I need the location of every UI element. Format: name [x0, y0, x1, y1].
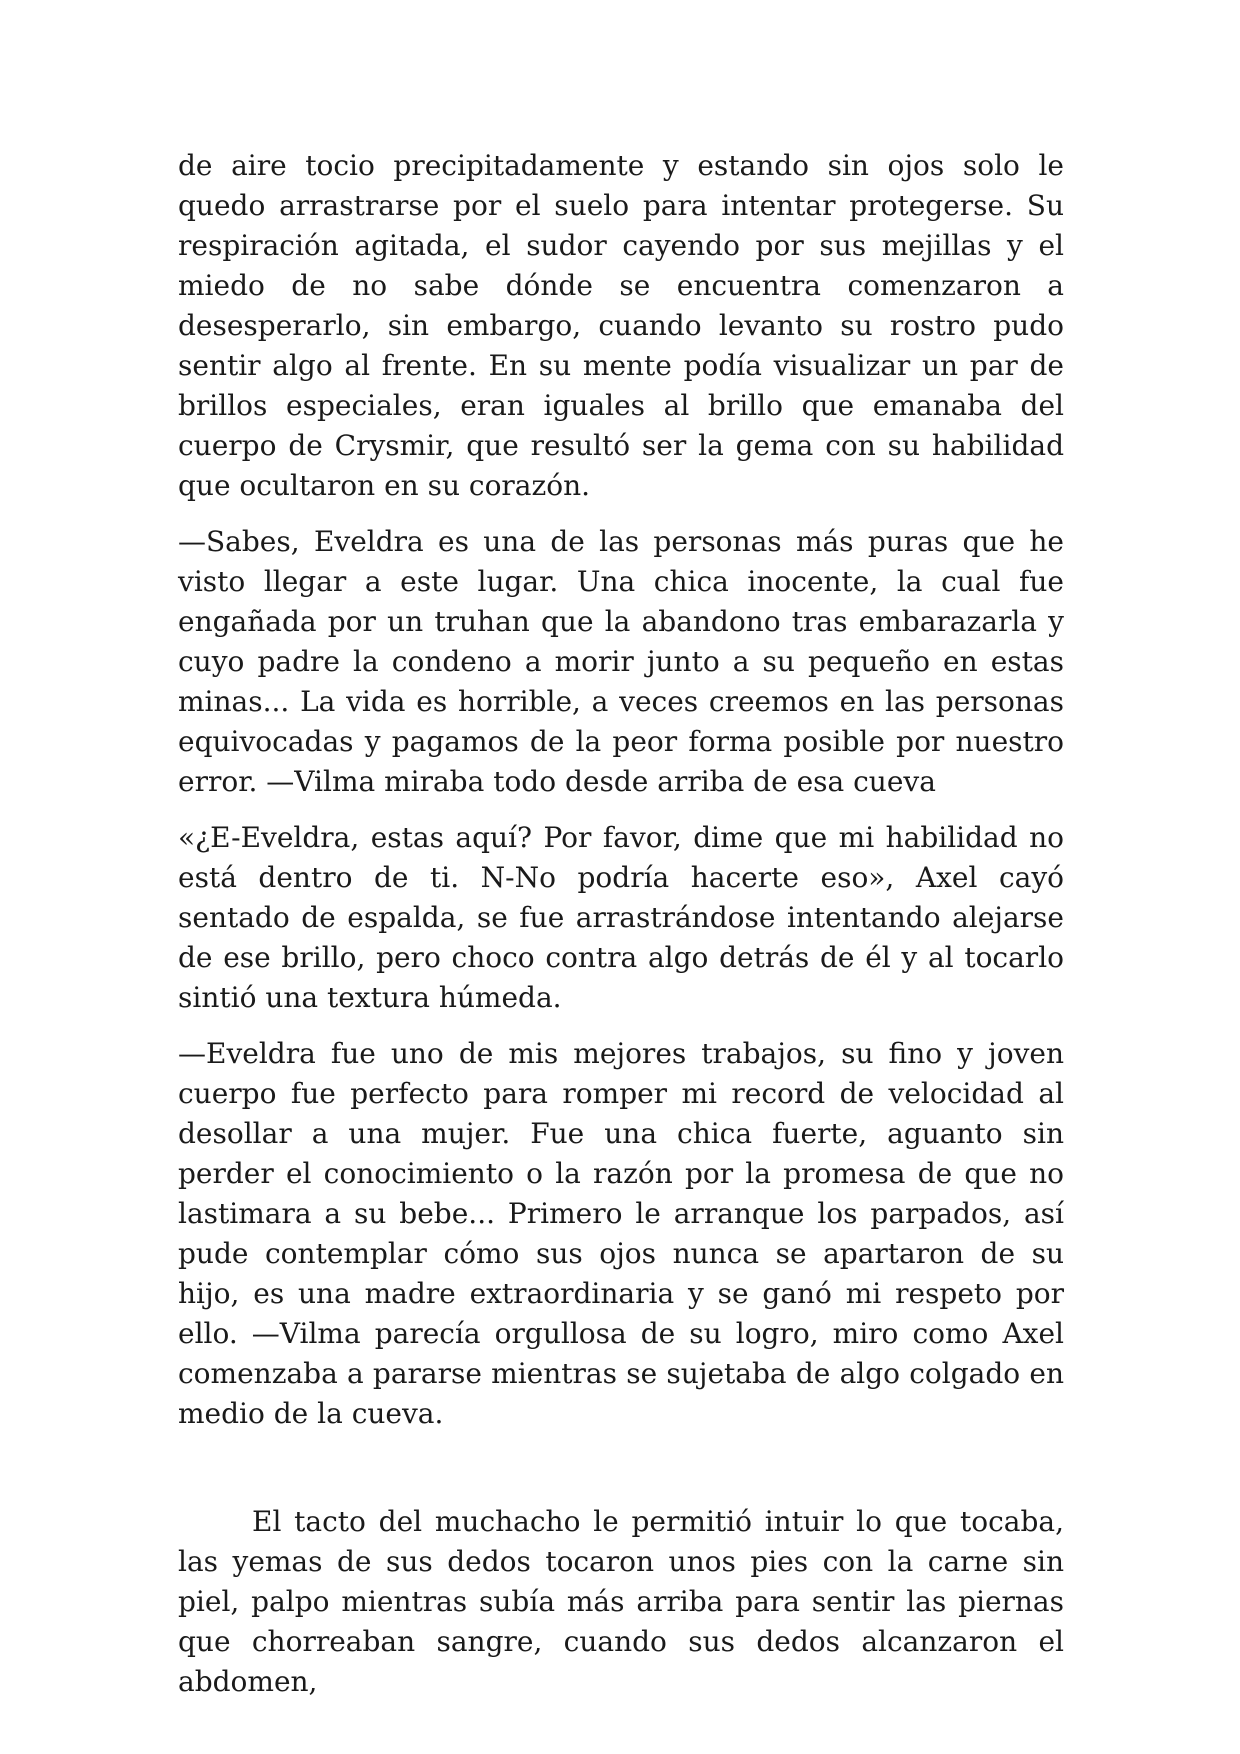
- paragraph-5: El tacto del muchacho le permitió intuir lo que tocaba, las yemas de sus dedos tocaron unos pies con la carne sin piel, palpo mientras subía más arriba para sentir las piernas que chorreaban sangre, cuando sus dedos alcanzaron el abdomen,: [178, 1505, 1064, 1698]
- body-text: [178, 146, 1064, 1718]
- paragraph-3: «¿E-Eveldra, estas aquí? Por favor, dime que mi habilidad no está dentro de ti. N-No podría hacerte eso», Axel cayó sentado de espalda, se fue arrastrándose intentando alejarse de ese brillo, pero choco contra algo detrás de él y al tocarlo sintió una textura húmeda.: [178, 821, 1064, 1014]
- paragraph-4: —Eveldra fue uno de mis mejores trabajos, su fino y joven cuerpo fue perfecto para romper mi record de velocidad al desollar a una mujer. Fue una chica fuerte, aguanto sin perder el conocimiento o la razón por la promesa de que no lastimara a su bebe... Primero le arranque los parpados, así pude contemplar cómo sus ojos nunca se apartaron de su hijo, es una madre extraordinaria y se ganó mi respeto por ello. —Vilma parecía orgullosa de su logro, miro como Axel comenzaba a pararse mientras se sujetaba de algo colgado en medio de la cueva.: [178, 1037, 1064, 1430]
- paragraph-2: —Sabes, Eveldra es una de las personas más puras que he visto llegar a este lugar. Una chica inocente, la cual fue engañada por un truhan que la abandono tras embarazarla y cuyo padre la condeno a morir junto a su pequeño en estas minas... La vida es horrible, a veces creemos en las personas equivocadas y pagamos de la peor forma posible por nuestro error. —Vilma miraba todo desde arriba de esa cueva: [178, 525, 1064, 798]
- paragraph-1: de aire tocio precipitadamente y estando sin ojos solo le quedo arrastrarse por el suelo para intentar protegerse. Su respiración agitada, el sudor cayendo por sus mejillas y el miedo de no sabe dónde se encuentra comenzaron a desesperarlo, sin embargo, cuando levanto su rostro pudo sentir algo al frente. En su mente podía visualizar un par de brillos especiales, eran iguales al brillo que emanaba del cuerpo de Crysmir, que resultó ser la gema con su habilidad que ocultaron en su corazón.: [178, 149, 1064, 502]
